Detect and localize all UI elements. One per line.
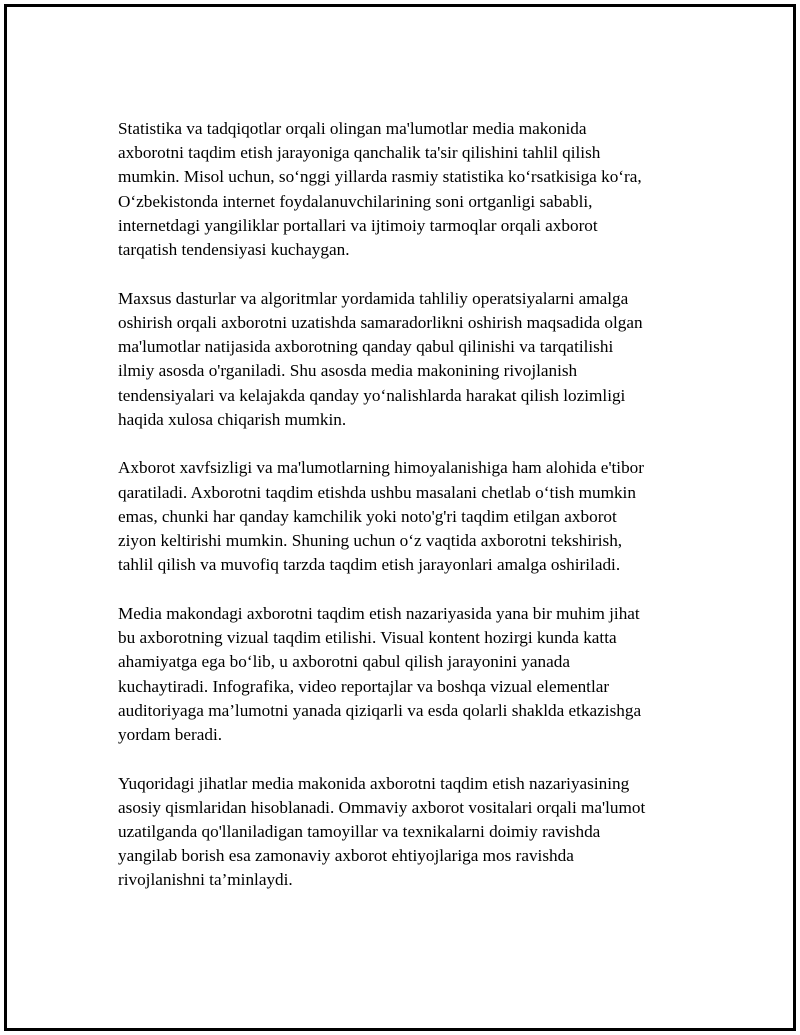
paragraph-algorithms: Maxsus dasturlar va algoritmlar yordamida tahliliy operatsiyalarni amalga oshirish orqali axborotni uzatishda samaradorlikni oshirish maqsadida olgan ma'lumotlar natijasida axborotning qanday qabul qilinishi va tarqatilishi ilmiy asosda o'rganiladi. Shu asosda media makonining rivojlanish tendensiyalari va kelajakda qanday yo‘nalishlarda harakat qilish lozimligi haqida xulosa chiqarish mumkin. xyxy=(118,288,643,429)
paragraph-visual-content: Media makondagi axborotni taqdim etish nazariyasida yana bir muhim jihat bu axborotning vizual taqdim etilishi. Visual kontent hozirgi kunda katta ahamiyatga ega bo‘lib, u axborotni qabul qilish jarayonini yanada kuchaytiradi. Infografika, video reportajlar va boshqa vizual elementlar auditoriyaga ma’lumotni yanada qiziqarli va esda qolarli shaklda etkazishga yordam beradi. xyxy=(118,603,642,744)
paragraph-statistics: Statistika va tadqiqotlar orqali olingan ma'lumotlar media makonida axborotni taqdim etish jarayoniga qanchalik ta'sir qilishini tahlil qilish mumkin. Misol uchun, so‘nggi yillarda rasmiy statistika ko‘rsatkisiga ko‘ra, O‘zbekistonda internet foydalanuvchilarining soni ortganligi sababli, internetdagi yangiliklar portallari va ijtimoiy tarmoqlar orqali axborot tarqatish tendensiyasi kuchaygan. xyxy=(118,119,642,260)
paragraph-conclusion: Yuqoridagi jihatlar media makonida axborotni taqdim etish nazariyasining asosiy qismlaridan hisoblanadi. Ommaviy axborot vositalari orqali ma'lumot uzatilganda qo'llaniladigan tamoyillar va texnikalarni doimiy ravishda yangilab borish esa zamonaviy axborot ehtiyojlariga mos ravishda rivojlanishni ta’minlaydi. xyxy=(118,773,646,890)
paragraph-security: Axborot xavfsizligi va ma'lumotlarning himoyalanishiga ham alohida e'tibor qaratiladi. Axborotni taqdim etishda ushbu masalani chetlab o‘tish mumkin emas, chunki har qanday kamchilik yoki noto'g'ri taqdim etilgan axborot ziyon keltirishi mumkin. Shuning uchun o‘z vaqtida axborotni tekshirish, tahlil qilish va muvofiq tarzda taqdim etish jarayonlari amalga oshiriladi. xyxy=(118,458,644,575)
document-body xyxy=(118,117,698,917)
